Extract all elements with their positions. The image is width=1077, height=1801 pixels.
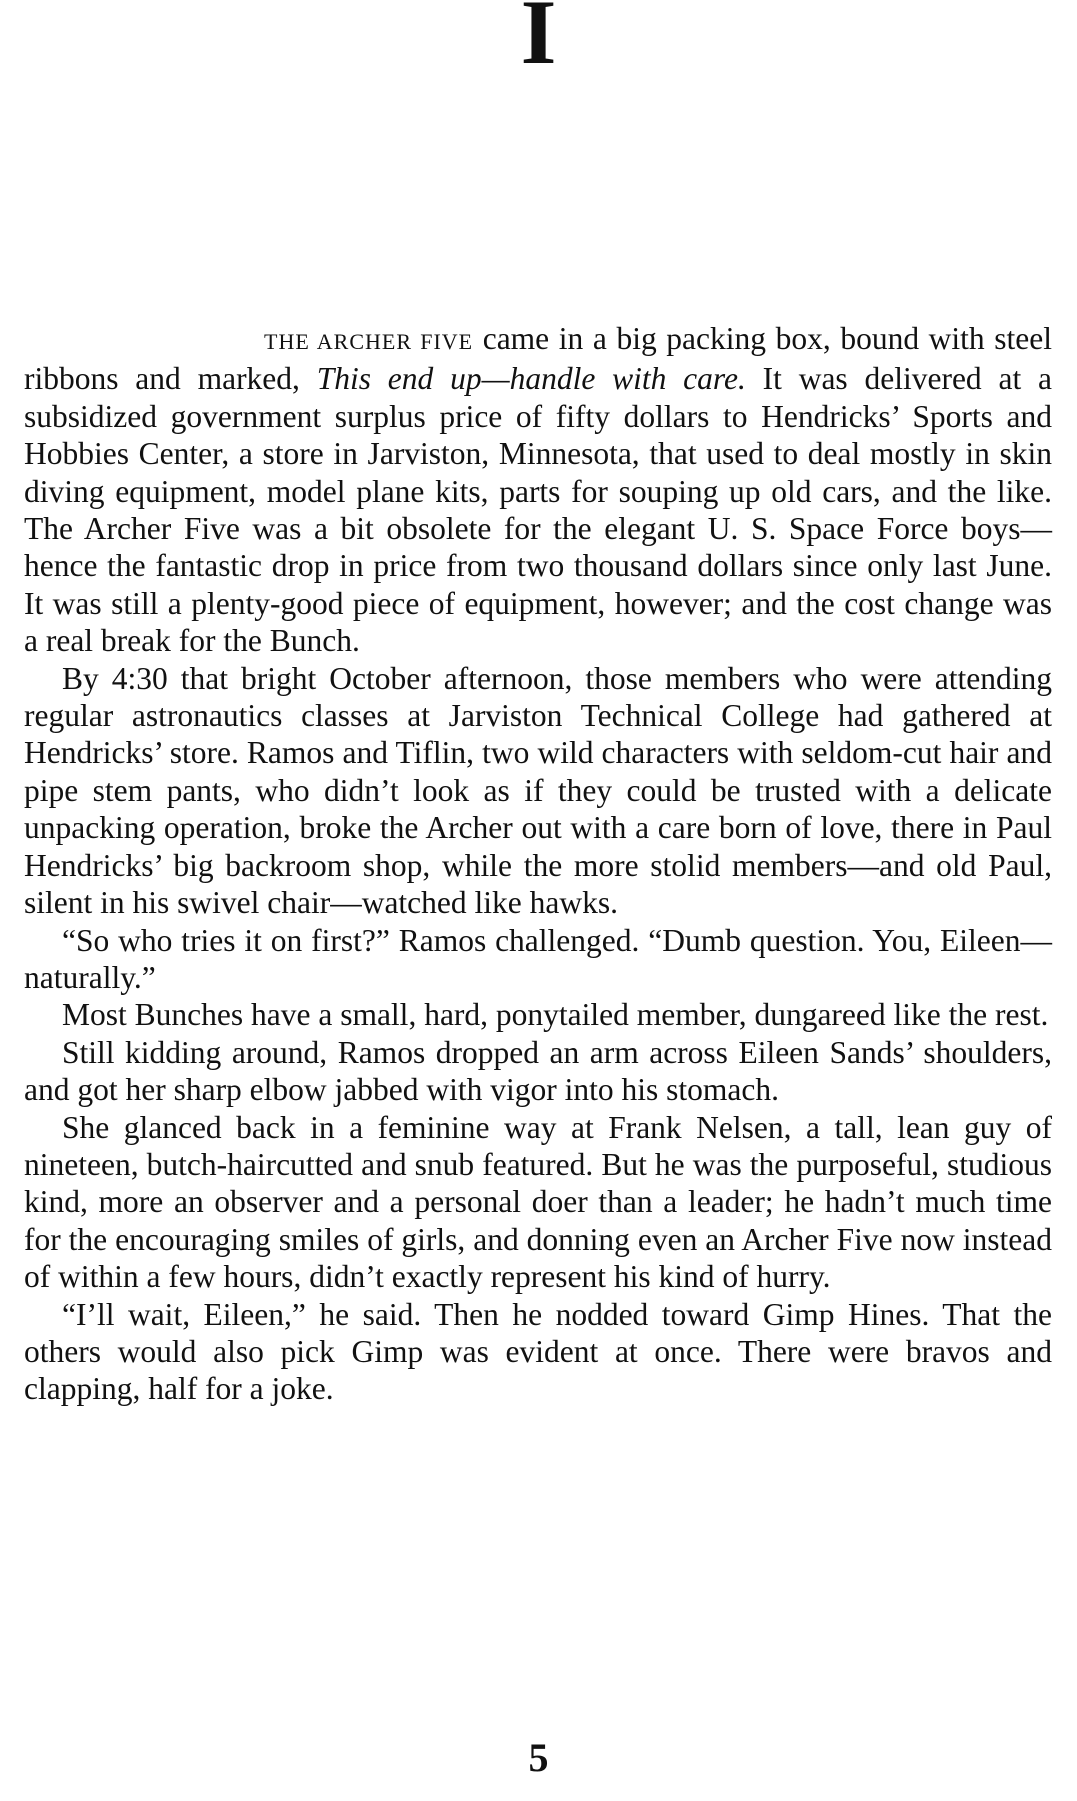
italic-emphasis: This end up—handle with care. [316,361,746,397]
paragraph [24,320,1052,660]
paragraph-text: came in a big packing box, bound with steel ribbons and marked, [24,321,1052,397]
paragraph: She glanced back in a feminine way at Frank Nelsen, a tall, lean guy of nineteen, butch-haircutted and snub featured. But he was the purposeful, studious kind, more an observer and a personal doer than a leader; he hadn’t much time for the encouraging smiles of girls, and donning even an Archer Five now instead of within a few hours, didn’t exactly represent his kind of hurry. [24,1109,1052,1295]
paragraph: “So who tries it on first?” Ramos challenged. “Dumb question. You, Eileen—naturally.” [24,922,1052,995]
small-caps-lead-in: THE ARCHER FIVE [264,329,474,354]
paragraph-text: It was delivered at a subsidized government surplus price of fifty dollars to Hendricks’ Sports and Hobbies Center, a store in Jarviston, Minnesota, that used to deal mostly in skin diving equipment, model plane kits, parts for souping up old cars, and the like. The Archer Five was a bit obsolete for the elegant U. S. Space Force boys—hence the fantastic drop in price from two thousand dollars since only last June. It was still a plenty-good piece of equipment, however; and the cost change was a real break for the Bunch. [24,361,1052,659]
chapter-number: I [520,0,557,83]
body-text [24,320,1052,1408]
paragraph: “I’ll wait, Eileen,” he said. Then he nodded toward Gimp Hines. That the others would also pick Gimp was evident at once. There were bravos and clapping, half for a joke. [24,1296,1052,1407]
paragraph: Still kidding around, Ramos dropped an arm across Eileen Sands’ shoulders, and got her sharp elbow jabbed with vigor into his stomach. [24,1034,1052,1108]
page-number: 5 [528,1735,549,1780]
paragraph: Most Bunches have a small, hard, ponytailed member, dungareed like the rest. [62,997,1049,1033]
paragraph: By 4:30 that bright October afternoon, those members who were attending regular astronautics classes at Jarviston Technical College had gathered at Hendricks’ store. Ramos and Tiflin, two wild characters with seldom-cut hair and pipe stem pants, who didn’t look as if they could be trusted with a delicate unpacking operation, broke the Archer out with a care born of love, there in Paul Hendricks’ big backroom shop, while the more stolid members—and old Paul, silent in his swivel chair—watched like hawks. [24,660,1052,921]
